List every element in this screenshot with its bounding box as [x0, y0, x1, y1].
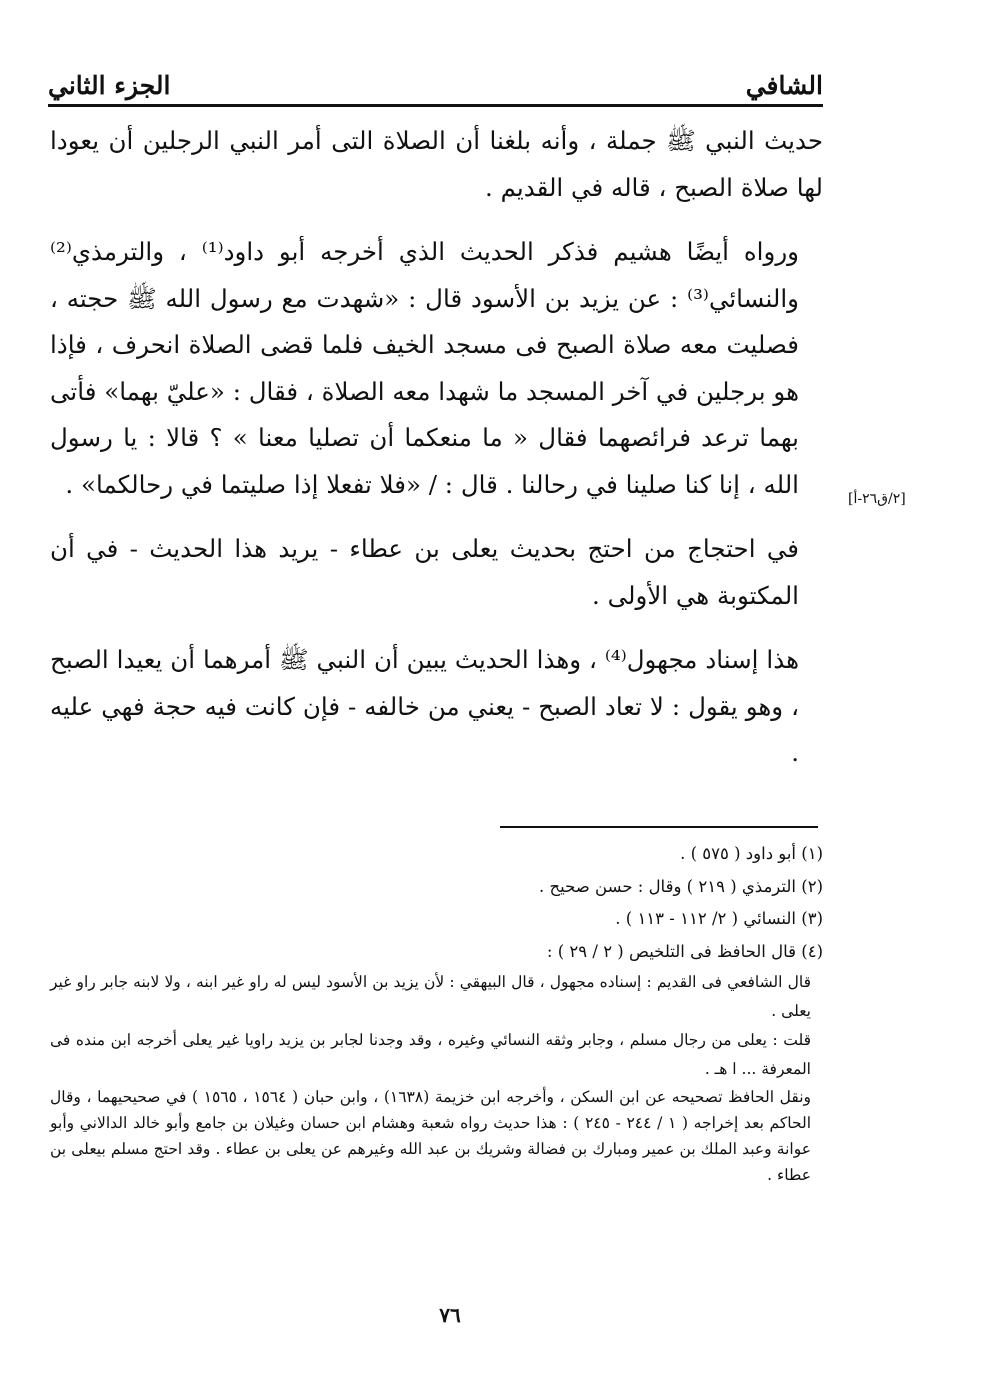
- footnote-4-comment: قلت : يعلى من رجال مسلم ، وجابر وثقه النسائي وغيره ، وقد وجدنا لجابر بن يزيد راويا غير يعلى أخرجه ابن منده فى المعرفة ... ا هـ .: [50, 1031, 811, 1078]
- footnote-4-shafii: قال الشافعي فى القديم : إسناده مجهول ، قال البيهقي : لأن يزيد بن الأسود ليس له راو غير ابنه ، ولا لابنه جابر راو غير يعلى .: [50, 973, 811, 1020]
- footnotes: [50, 838, 823, 1188]
- header-book-title: الشافي: [745, 71, 823, 100]
- footnote-rule: [500, 826, 818, 828]
- footnote-4-authentication: ونقل الحافظ تصحيحه عن ابن السكن ، وأخرجه ابن خزيمة (١٦٣٨) ، وابن حبان ( ١٥٦٤ ، ١٥٦٥ ) في صحيحيهما ، وقال الحاكم بعد إخراجه ( ١ / ٢٤٤ - ٢٤٥ ) : هذا حديث رواه شعبة وهشام ابن حسان وغيلان بن جامع وأبو خالد الدالاني وأبو عوانة وعبد الملك بن عمير ومبارك بن فضالة وشريك بن عبد الله وغيرهم عن يعلى بن عطاء . وقد احتج مسلم بيعلى بن عطاء .: [50, 1088, 811, 1184]
- paragraph-2: ورواه أيضًا هشيم فذكر الحديث الذي أخرجه أبو داود⁽¹⁾ ، والترمذي⁽²⁾ والنسائي⁽³⁾ : عن يزيد بن الأسود قال : «شهدت مع رسول الله ﷺ حجته ، فصليت معه صلاة الصبح فى مسجد الخيف فلما قضى الصلاة انحرف ، فإذا هو برجلين في آخر المسجد ما شهدا معه الصلاة ، فقال : «عليّ بهما» فأتى بهما ترعد فرائصهما فقال « ما منعكما أن تصليا معنا » ؟ قالا : يا رسول الله ، إنا كنا صلينا في رحالنا . قال : / «فلا تفعلا إذا صليتما في رحالكما» .: [50, 237, 799, 499]
- footnote-1: (١) أبو داود ( ٥٧٥ ) .: [680, 844, 823, 863]
- header-volume-title: الجزء الثاني: [48, 71, 171, 100]
- paragraph-3: في احتجاج من احتج بحديث يعلى بن عطاء - يريد هذا الحديث - في أن المكتوبة هي الأولى .: [50, 534, 799, 610]
- manuscript-folio-note: [٢/ق٢٦-أ]: [848, 491, 906, 507]
- header-rule: [48, 104, 823, 107]
- page-number: ٧٦: [439, 1303, 461, 1327]
- footnote-4: (٤) قال الحافظ فى التلخيص ( ٢ / ٢٩ ) :: [546, 941, 823, 961]
- footnote-2: (٢) الترمذي ( ٢١٩ ) وقال : حسن صحيح .: [539, 876, 823, 896]
- running-header: [48, 56, 823, 100]
- paragraph-1: حديث النبي ﷺ جملة ، وأنه بلغنا أن الصلاة التى أمر النبي الرجلين أن يعودا لها صلاة الصبح ، قاله في القديم .: [50, 126, 823, 202]
- paragraph-4: هذا إسناد مجهول⁽⁴⁾ ، وهذا الحديث يبين أن النبي ﷺ أمرهما أن يعيدا الصبح ، وهو يقول : لا تعاد الصبح - يعني من خالفه - فإن كانت فيه حجة فهي عليه .: [50, 645, 799, 767]
- footnote-3: (٣) النسائي ( ٢/ ١١٢ - ١١٣ ) .: [615, 909, 823, 928]
- main-text: [50, 118, 823, 777]
